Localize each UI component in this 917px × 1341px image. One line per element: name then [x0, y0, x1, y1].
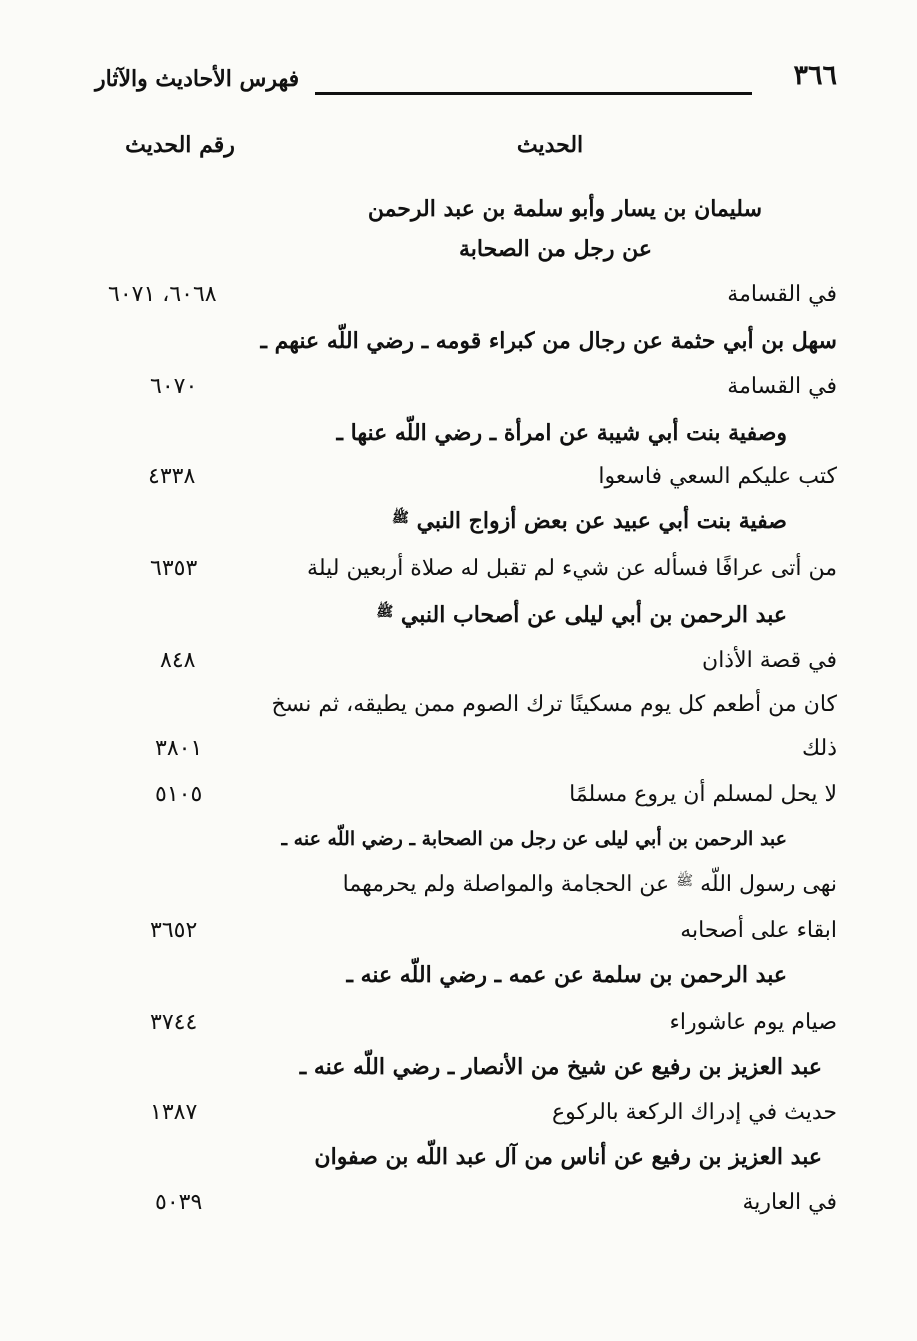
- hadith-number: ١٣٨٧: [150, 1100, 198, 1125]
- narrator-text: صفية بنت أبي عبيد عن بعض أزواج النبي: [416, 508, 787, 534]
- hadith-entry: كان من أطعم كل يوم مسكينًا ترك الصوم ممن يطيقه، ثم نسخ: [271, 692, 837, 717]
- hadith-number: ٦٠٦٨، ٦٠٧١: [108, 282, 217, 307]
- hadith-number: ٦٠٧٠: [150, 374, 198, 399]
- narrator-heading: [376, 602, 787, 628]
- running-header: [95, 58, 837, 108]
- narrator-heading: عبد العزيز بن رفيع عن شيخ من الأنصار ـ رضي اللّه عنه ـ: [299, 1054, 822, 1080]
- hadith-entry: من أتى عرافًا فسأله عن شيء لم تقبل له صلاة أربعين ليلة: [307, 556, 837, 581]
- narrator-heading: [392, 508, 787, 534]
- narrator-heading: عبد الرحمن بن سلمة عن عمه ـ رضي اللّه عنه ـ: [346, 962, 787, 988]
- page-number: ٣٦٦: [793, 60, 837, 91]
- hadith-number: ٤٣٣٨: [148, 464, 196, 489]
- hadith-entry: لا يحل لمسلم أن يروع مسلمًا: [569, 782, 837, 807]
- honorific-symbol: ﷺ: [391, 510, 409, 526]
- column-heading-hadith: الحديث: [516, 132, 584, 158]
- header-rule: [315, 92, 752, 95]
- hadith-entry: كتب عليكم السعي فاسعوا: [598, 464, 837, 489]
- hadith-number: ٨٤٨: [160, 648, 196, 673]
- hadith-number: ٣٨٠١: [155, 736, 203, 761]
- hadith-number: ٣٦٥٢: [150, 918, 198, 943]
- narrator-heading: عبد الرحمن بن أبي ليلى عن رجل من الصحابة ـ رضي اللّه عنه ـ: [281, 828, 787, 850]
- column-heading-number: رقم الحديث: [125, 132, 235, 158]
- running-title: فهرس الأحاديث والآثار: [95, 66, 300, 92]
- hadith-entry: [343, 872, 837, 897]
- hadith-entry: حديث في إدراك الركعة بالركوع: [552, 1100, 837, 1125]
- honorific-symbol: ﷺ: [676, 873, 694, 889]
- narrator-heading: عبد العزيز بن رفيع عن أناس من آل عبد اللّه بن صفوان: [314, 1144, 822, 1170]
- narrator-heading: سهل بن أبي حثمة عن رجال من كبراء قومه ـ رضي اللّه عنهم ـ: [260, 328, 837, 354]
- hadith-entry: صيام يوم عاشوراء: [669, 1010, 837, 1035]
- narrator-heading: سليمان بن يسار وأبو سلمة بن عبد الرحمن: [367, 196, 762, 222]
- hadith-text: نهى رسول اللّه: [700, 872, 837, 897]
- hadith-number: ٥١٠٥: [155, 782, 203, 807]
- narrator-text: عبد الرحمن بن أبي ليلى عن أصحاب النبي: [400, 602, 787, 628]
- hadith-entry: في العارية: [742, 1190, 837, 1215]
- hadith-number: ٥٠٣٩: [155, 1190, 203, 1215]
- hadith-number: ٦٣٥٣: [150, 556, 198, 581]
- hadith-entry: في القسامة: [727, 374, 837, 399]
- hadith-entry-continued: ابقاء على أصحابه: [680, 918, 837, 943]
- narrator-heading: وصفية بنت أبي شيبة عن امرأة ـ رضي اللّه عنها ـ: [336, 420, 787, 446]
- hadith-entry: في القسامة: [727, 282, 837, 307]
- honorific-symbol: ﷺ: [376, 604, 394, 620]
- narrator-heading: عن رجل من الصحابة: [459, 236, 652, 262]
- hadith-entry: في قصة الأذان: [702, 648, 837, 673]
- hadith-number: ٣٧٤٤: [150, 1010, 198, 1035]
- hadith-text: عن الحجامة والمواصلة ولم يحرمهما: [342, 872, 670, 897]
- hadith-entry-continued: ذلك: [801, 736, 837, 761]
